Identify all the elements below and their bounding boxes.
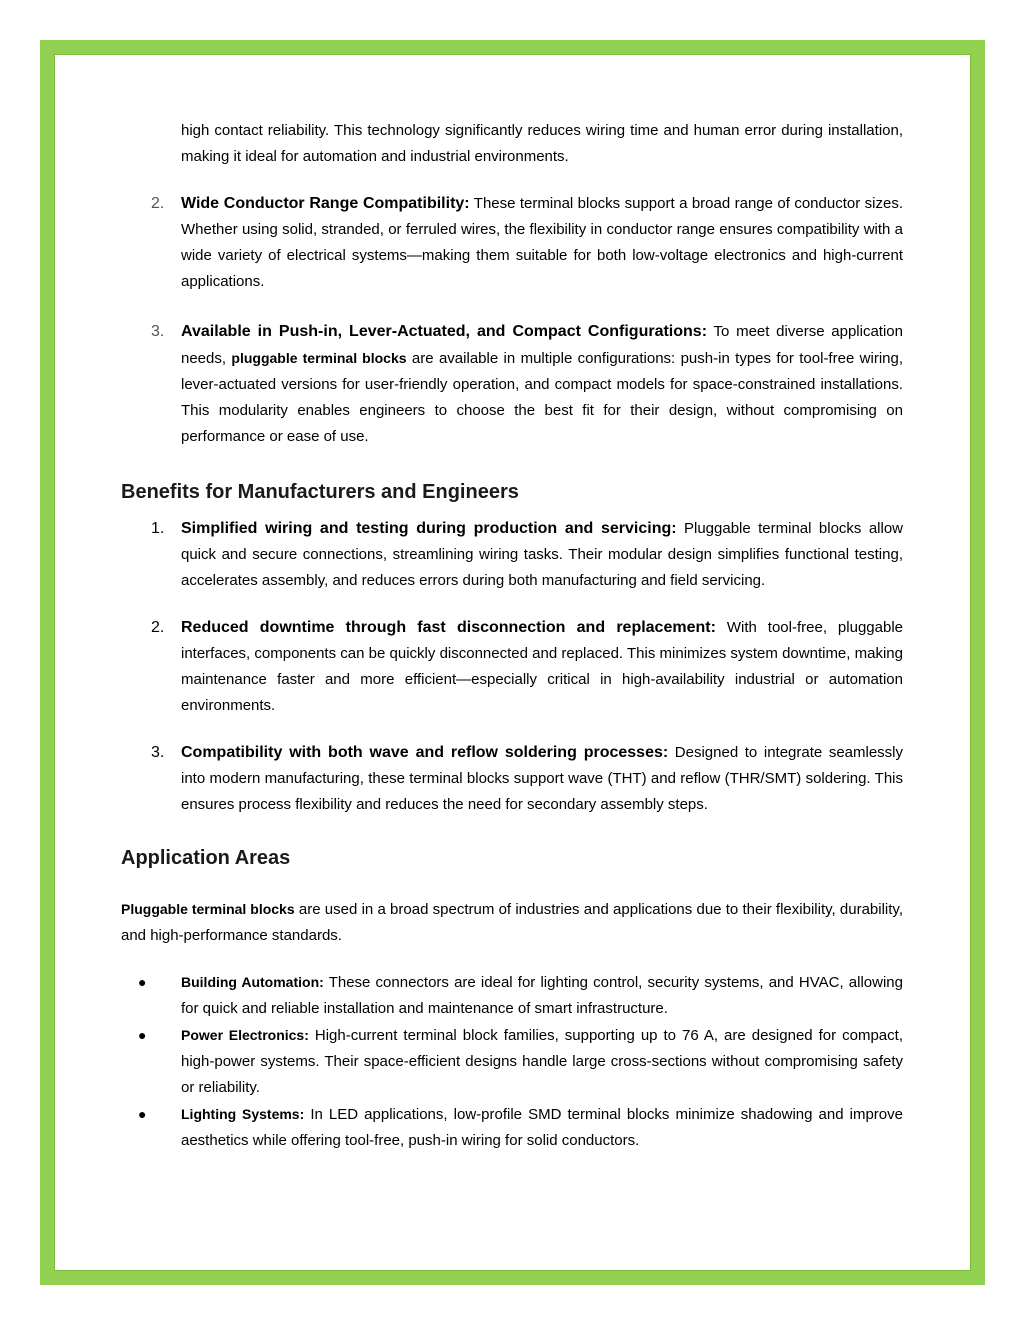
bullet-icon: ● bbox=[138, 974, 147, 990]
applications-intro bbox=[121, 896, 903, 949]
applications-heading: Application Areas bbox=[121, 847, 291, 869]
benefit-title: Reduced downtime through fast disconnection and replacement: bbox=[181, 619, 716, 636]
bullet-text: In LED applications, low-profile SMD terminal blocks minimize shadowing and improve aesthetics while offering tool-free, push-in wiring for solid conductors. bbox=[181, 1106, 903, 1149]
benefit-title: Simplified wiring and testing during production and servicing: bbox=[181, 520, 677, 537]
benefit-text: Designed to integrate seamlessly into modern manufacturing, these terminal blocks support wave (THT) and reflow (THR/SMT) soldering. This ensures process flexibility and reduces the need for secondary assembly steps. bbox=[181, 744, 904, 813]
bullet-title: Power Electronics: bbox=[181, 1027, 309, 1043]
feature-text: These terminal blocks support a broad range of conductor sizes. Whether using solid, stranded, or ferruled wires, the flexibility in conductor range ensures compatibility with a wide variety of electrical systems—making them suitable for both low-voltage electronics and high-current applications. bbox=[181, 195, 903, 290]
list-number: 2. bbox=[151, 619, 165, 636]
feature-item-3 bbox=[121, 319, 903, 450]
benefit-text: With tool-free, pluggable interfaces, components can be quickly disconnected and replaced. This minimizes system downtime, making maintenance faster and more efficient—especially critical in high-availability industrial or automation environments. bbox=[181, 619, 903, 714]
feature-text: To meet diverse application needs, bbox=[181, 323, 903, 367]
bullet-title: Building Automation: bbox=[181, 974, 324, 990]
bullet-title: Lighting Systems: bbox=[181, 1106, 305, 1122]
list-number: 3. bbox=[151, 323, 165, 340]
inline-bold-text: pluggable terminal blocks bbox=[231, 350, 407, 366]
list-item bbox=[121, 1022, 903, 1101]
list-number: 1. bbox=[151, 520, 165, 537]
benefit-item-2 bbox=[121, 615, 903, 719]
bullet-text: These connectors are ideal for lighting control, security systems, and HVAC, allowing for quick and reliable installation and maintenance of smart infrastructure. bbox=[181, 974, 903, 1017]
intro-continuation: high contact reliability. This technology significantly reduces wiring time and human error during installation, making it ideal for automation and industrial environments. bbox=[181, 122, 903, 165]
benefit-item-1 bbox=[121, 516, 903, 594]
inline-bold-text: Pluggable terminal blocks bbox=[121, 901, 295, 917]
benefit-title: Compatibility with both wave and reflow soldering processes: bbox=[181, 744, 669, 761]
list-number: 3. bbox=[151, 744, 165, 761]
bullet-icon: ● bbox=[138, 1027, 147, 1043]
bullet-text: High-current terminal block families, supporting up to 76 A, are designed for compact, high-power systems. Their space-efficient designs handle large cross-sections without compromising safety or reliability. bbox=[181, 1027, 903, 1096]
list-item bbox=[121, 1101, 903, 1154]
feature-title: Wide Conductor Range Compatibility: bbox=[181, 195, 470, 212]
feature-item-2 bbox=[121, 191, 903, 295]
benefit-item-3 bbox=[121, 740, 903, 818]
list-number: 2. bbox=[151, 195, 165, 212]
benefit-text: Pluggable terminal blocks allow quick and secure connections, streamlining wiring tasks. Their modular design simplifies functional testing, accelerates assembly, and reduces errors during both manufacturing and field servicing. bbox=[181, 520, 903, 589]
list-item bbox=[121, 969, 903, 1022]
feature-text: are available in multiple configurations: push-in types for tool-free wiring, lever-actuated versions for user-friendly operation, and compact models for space-constrained installations. This modularity enables engineers to choose the best fit for their design, without compromising on performance or ease of use. bbox=[181, 350, 903, 445]
applications-intro-text: are used in a broad spectrum of industries and applications due to their flexibility, durability, and high-performance standards. bbox=[121, 901, 903, 944]
benefits-heading: Benefits for Manufacturers and Engineers bbox=[121, 481, 519, 503]
feature-title: Available in Push-in, Lever-Actuated, and Compact Configurations: bbox=[181, 323, 708, 340]
bullet-icon: ● bbox=[138, 1106, 147, 1122]
document-body bbox=[121, 118, 903, 1154]
